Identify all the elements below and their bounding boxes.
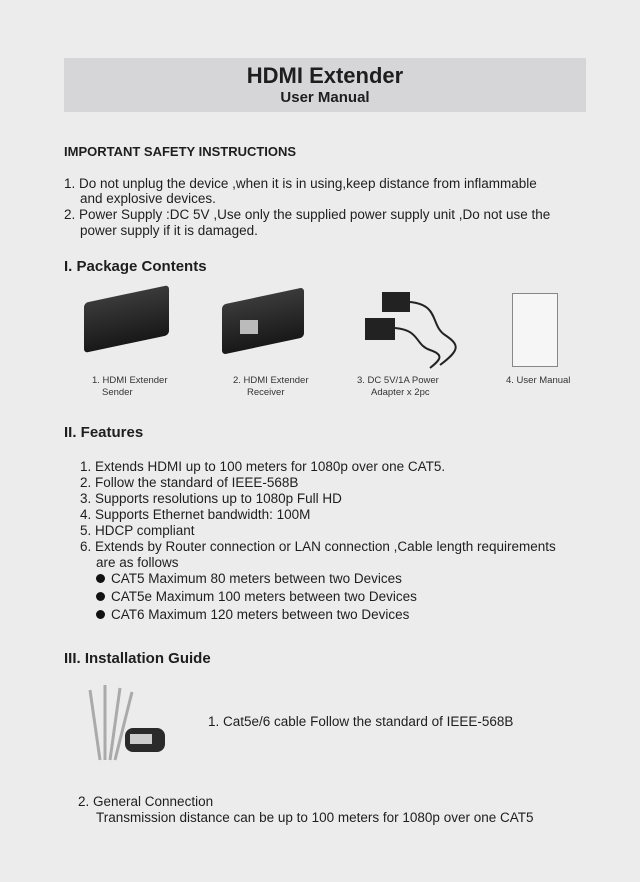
bullet-icon: [96, 610, 105, 619]
feature-item: 6. Extends by Router connection or LAN connection ,Cable length requirements: [80, 539, 556, 554]
package-item-caption: 2. HDMI Extender Receiver: [233, 375, 309, 398]
feature-item: 1. Extends HDMI up to 100 meters for 1080p over one CAT5.: [80, 459, 446, 474]
feature-item: 4. Supports Ethernet bandwidth: 100M: [80, 507, 311, 522]
document-title: HDMI Extender: [246, 63, 404, 88]
rj45-port-icon: [240, 320, 258, 334]
safety-line: 1. Do not unplug the device ,when it is in using,keep distance from inflammable: [64, 176, 537, 191]
package-item-caption: 4. User Manual: [506, 375, 571, 386]
bullet-icon: [96, 574, 105, 583]
cable-bullet: CAT5e Maximum 100 meters between two Devices: [96, 589, 417, 605]
bullet-icon: [96, 592, 105, 601]
feature-item: 3. Supports resolutions up to 1080p Full HD: [80, 491, 342, 506]
sender-device-image: [84, 285, 169, 353]
power-adapter-image: [360, 290, 470, 370]
feature-item: 5. HDCP compliant: [80, 523, 195, 538]
install-heading: III. Installation Guide: [64, 650, 211, 667]
install-step-1: 1. Cat5e/6 cable Follow the standard of IEEE-568B: [208, 714, 514, 729]
user-manual-image: [512, 293, 558, 367]
package-item-caption: 1. HDMI Extender Sender: [92, 375, 168, 398]
feature-item: 2. Follow the standard of IEEE-568B: [80, 475, 299, 490]
cable-bullet: CAT5 Maximum 80 meters between two Devices: [96, 571, 402, 587]
safety-line: power supply if it is damaged.: [80, 223, 258, 238]
safety-heading: IMPORTANT SAFETY INSTRUCTIONS: [64, 144, 297, 159]
safety-line: and explosive devices.: [80, 191, 216, 206]
feature-item: are as follows: [96, 555, 179, 570]
features-heading: II. Features: [64, 424, 144, 441]
receiver-device-image: [222, 287, 304, 354]
document-subtitle: User Manual: [280, 89, 370, 106]
safety-line: 2. Power Supply :DC 5V ,Use only the supplied power supply unit ,Do not use the: [64, 207, 551, 222]
package-heading: I. Package Contents: [64, 258, 207, 275]
install-step-2: 2. General Connection: [78, 794, 214, 809]
cable-bullet: CAT6 Maximum 120 meters between two Devices: [96, 607, 409, 623]
install-step-2-desc: Transmission distance can be up to 100 meters for 1080p over one CAT5: [96, 810, 534, 825]
cat-cable-image: [70, 680, 180, 770]
package-item-caption: 3. DC 5V/1A Power Adapter x 2pc: [357, 375, 439, 398]
